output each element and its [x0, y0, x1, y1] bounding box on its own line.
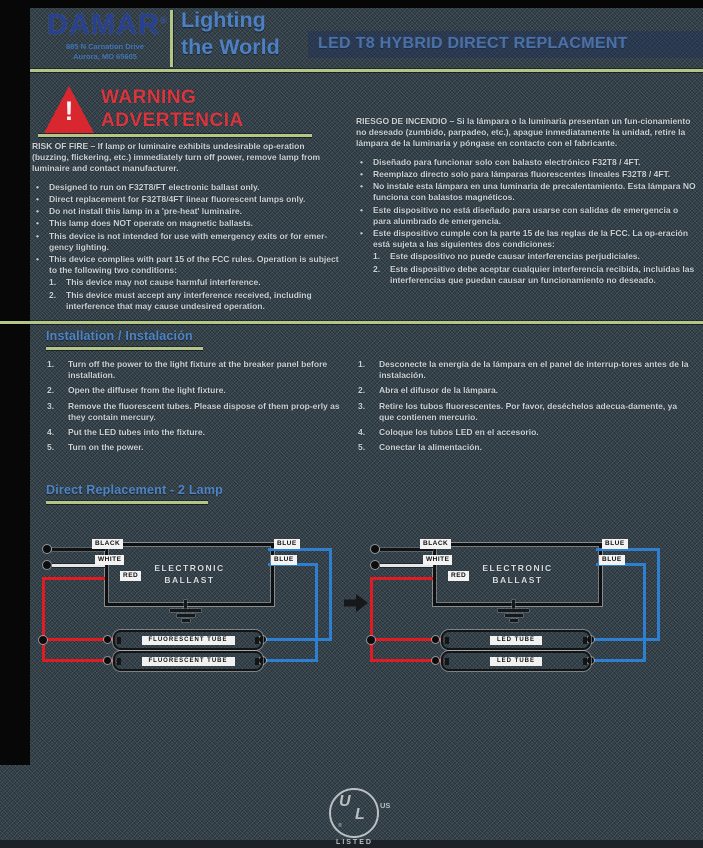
wire-label-black: BLACK: [92, 539, 123, 549]
fcc-condition: This device must accept any interference received, including interference that may cause undesired operation.: [66, 289, 312, 311]
red-wire: [370, 577, 373, 662]
warning-bullet: • Designed to run on F32T8/FT electronic ballast only.: [32, 182, 343, 193]
red-wire: [370, 638, 441, 641]
warning-column-spanish: [356, 116, 698, 287]
tube-pin: [117, 658, 121, 665]
tube-label: FLUORESCENT TUBE: [142, 657, 235, 666]
ground-symbol-icon: [170, 609, 201, 612]
ground-symbol-icon: [498, 609, 529, 612]
fcc-statement-en: • This device complies with part 15 of the FCC rules. Operation is subject to the following two conditions:: [32, 254, 343, 276]
ballast-label: ELECTRONIC BALLAST: [154, 562, 225, 585]
logo-text: DAMAR: [47, 9, 160, 41]
tube-label: LED TUBE: [490, 657, 542, 666]
tube-pin: [583, 637, 587, 644]
red-wire: [42, 577, 45, 662]
address-line1: 885 N Carnation Drive: [66, 42, 144, 51]
warning-bullet: • No instale esta lámpara en una luminaria de precalentamiento. Esta lámpara NO funciona con balastos magnéticos.: [356, 181, 698, 203]
company-address: [38, 42, 172, 62]
led-tube: [441, 651, 591, 671]
warning-bullet: • Direct replacement for F32T8/4FT linear fluorescent lamps only.: [32, 194, 343, 205]
warning-bullets-es: [356, 157, 698, 227]
section-divider-rule: [0, 321, 703, 324]
blue-wire: [588, 659, 646, 662]
wire-junction-dot: [367, 636, 375, 644]
wire-label-red: RED: [120, 571, 141, 581]
installation-step: Put the LED tubes into the fixture.: [68, 427, 205, 438]
installation-step: Turn on the power.: [68, 442, 144, 453]
steps-list-en: [45, 359, 348, 454]
tube-pin: [583, 658, 587, 665]
warning-intro-en: RISK OF FIRE – If lamp or luminaire exhibits undesirable op-eration (buzzing, flickering, etc.) immediately turn off power, remove lamp from luminaire and contact manufacturer.: [32, 141, 321, 174]
blue-wire: [329, 548, 332, 641]
warning-heading: [101, 86, 244, 132]
ul-circle-icon: [329, 788, 379, 838]
fcc-condition: Este dispositivo no puede causar interferencias perjudiciales.: [390, 251, 640, 262]
registered-mark: ®: [159, 15, 168, 26]
fluorescent-tube: [113, 651, 263, 671]
tagline-line1: Lighting: [181, 8, 266, 32]
wire-terminal-dot: [43, 545, 51, 553]
blue-wire: [260, 638, 332, 641]
replacement-heading-rule: [46, 501, 208, 504]
installation-step: Abra el difusor de la lámpara.: [379, 385, 499, 396]
top-frame-bar: [0, 0, 703, 8]
tube-pin: [445, 658, 449, 665]
warning-bullet: • Diseñado para funcionar solo con balasto electrónico F32T8 / 4FT.: [356, 157, 698, 168]
ground-symbol-icon: [182, 619, 190, 622]
tube-connection-dot: [432, 636, 439, 643]
installation-step: Coloque los tubos LED en el accesorio.: [379, 427, 539, 438]
wiring-diagram-before: [38, 535, 338, 685]
ul-listed-text: LISTED: [336, 839, 373, 846]
fcc-statement-es: • Este dispositivo cumple con la parte 15 de las reglas de la FCC. La op-eración está sujeta a las siguientes dos condiciones:: [356, 228, 698, 250]
ground-symbol-icon: [177, 614, 195, 617]
installation-steps-english: [45, 359, 348, 458]
wire-label-white: WHITE: [95, 555, 124, 565]
wire-label-blue: BLUE: [274, 539, 300, 549]
wire-label-blue: BLUE: [602, 539, 628, 549]
fcc-conditions-en: [32, 277, 343, 312]
installation-step: Desconecte la energía de la lámpara en el panel de interrup-tores antes de la instalación.: [379, 359, 689, 381]
steps-list-es: [356, 359, 694, 454]
warning-heading-es: ADVERTENCIA: [101, 110, 244, 132]
fcc-conditions-es: [356, 251, 698, 286]
installation-step: Retire los tubos fluorescentes. Por favor, deséchelos adecua-damente, ya que contienen mercurio.: [379, 400, 678, 422]
red-wire: [370, 659, 441, 662]
tube-connection-dot: [104, 657, 111, 664]
exclamation-glyph: !: [64, 96, 74, 126]
wire-terminal-dot: [371, 561, 379, 569]
header-vertical-divider: [170, 10, 173, 67]
warning-bullet: • Reemplazo directo solo para lámparas fluorescentes lineales F32T8 / 4FT.: [356, 169, 698, 180]
header-rule: [30, 69, 703, 72]
wire-label-white: WHITE: [423, 555, 452, 565]
wire-terminal-dot: [371, 545, 379, 553]
ul-listed-badge: [329, 788, 389, 848]
address-line2: Aurora, MO 65605: [73, 52, 137, 62]
blue-wire: [315, 563, 318, 662]
installation-step: Remove the fluorescent tubes. Please dispose of them prop-erly as they contain mercury.: [68, 400, 340, 422]
installation-heading: Installation / Instalación: [46, 329, 193, 343]
wire-label-red: RED: [448, 571, 469, 581]
ground-symbol-icon: [510, 619, 518, 622]
tube-label: FLUORESCENT TUBE: [142, 636, 235, 645]
ground-symbol-icon: [505, 614, 523, 617]
tube-pin: [445, 637, 449, 644]
installation-step: Open the diffuser from the light fixture.: [68, 385, 226, 396]
fluorescent-tube: [113, 630, 263, 650]
wire-terminal-dot: [43, 561, 51, 569]
warning-column-english: [32, 141, 343, 313]
warning-heading-en: WARNING: [101, 87, 197, 108]
blue-wire: [657, 548, 660, 641]
company-logo: [47, 9, 168, 42]
left-frame-bar: [0, 0, 30, 765]
ul-registered-mark: ®: [338, 823, 343, 829]
ballast-label: ELECTRONIC BALLAST: [482, 562, 553, 585]
fcc-condition: Este dispositivo debe aceptar cualquier interferencia recibida, incluidas las interferencias que puedan causar un funcionamiento no deseado.: [390, 263, 695, 285]
tube-connection-dot: [432, 657, 439, 664]
tube-pin: [255, 658, 259, 665]
warning-intro-es: RIESGO DE INCENDIO – Si la lámpara o la luminaria presentan un fun-cionamiento no deseado (zumbido, parpadeo, etc.), apague inmediatamente la unidad, retire la lámpara de la luminaria y póngase en contacto con el fabricante.: [356, 116, 691, 149]
warning-triangle-icon: [44, 86, 94, 133]
company-tagline: [181, 7, 280, 61]
replacement-heading: Direct Replacement - 2 Lamp: [46, 483, 223, 497]
tube-pin: [117, 637, 121, 644]
tagline-line2: the World: [181, 34, 280, 59]
warning-bullet: • Este dispositivo no está diseñado para usarse con salidas de emergencia o para alumbrado de emergencia.: [356, 205, 698, 227]
red-wire: [42, 638, 113, 641]
tube-connection-dot: [104, 636, 111, 643]
led-tube: [441, 630, 591, 650]
ground-symbol-icon: [184, 600, 187, 609]
warning-bullet: • Do not install this lamp in a 'pre-heat' luminaire.: [32, 206, 343, 217]
wire-label-blue: BLUE: [271, 555, 297, 565]
blue-wire: [588, 638, 660, 641]
installation-step: Turn off the power to the light fixture at the breaker panel before installation.: [68, 359, 328, 381]
ul-us-suffix: US: [380, 801, 391, 810]
ul-letter-u: U: [339, 793, 351, 810]
red-wire: [372, 577, 433, 580]
wiring-diagram-after: [366, 535, 666, 685]
wire-junction-dot: [39, 636, 47, 644]
blue-wire: [643, 563, 646, 662]
wire-label-blue: BLUE: [599, 555, 625, 565]
document-title: LED T8 HYBRID DIRECT REPLACMENT: [318, 35, 628, 52]
replacement-arrow-icon: [344, 592, 368, 614]
warning-bullets-en: [32, 182, 343, 253]
red-wire: [44, 577, 105, 580]
wire-label-black: BLACK: [420, 539, 451, 549]
installation-step: Conectar la alimentación.: [379, 442, 482, 453]
ground-symbol-icon: [512, 600, 515, 609]
tube-pin: [255, 637, 259, 644]
installation-steps-spanish: [356, 359, 694, 458]
ul-letter-l: L: [355, 806, 365, 823]
warning-rule: [38, 134, 312, 137]
tube-label: LED TUBE: [490, 636, 542, 645]
warning-bullet: • This lamp does NOT operate on magnetic ballasts.: [32, 218, 343, 229]
installation-heading-rule: [46, 347, 203, 350]
blue-wire: [260, 659, 318, 662]
fcc-condition: This device may not cause harmful interference.: [66, 277, 261, 288]
red-wire: [42, 659, 113, 662]
warning-bullet: • This device is not intended for use with emergency exits or for emer-gency lighting.: [32, 231, 343, 253]
